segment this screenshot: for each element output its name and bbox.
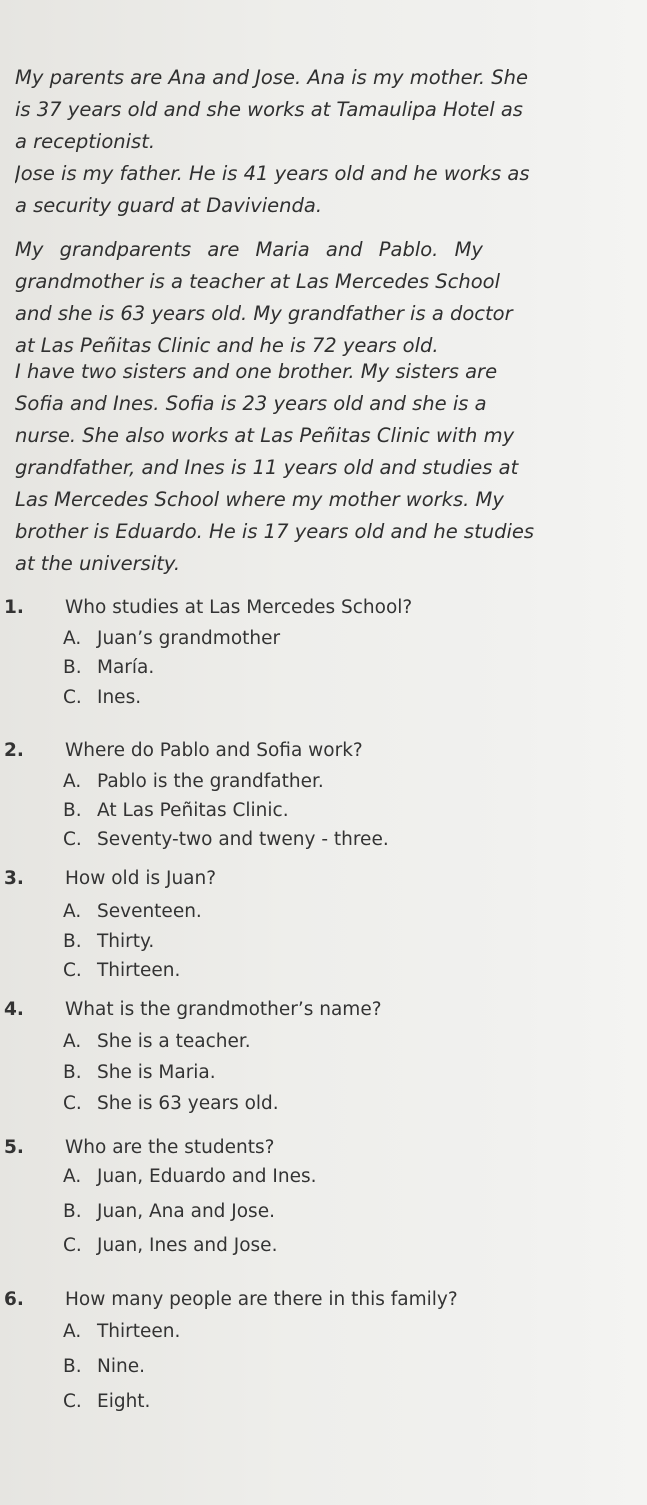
option-2c[interactable] [63,829,623,850]
option-2b[interactable] [63,800,623,821]
question-number: 2. [4,740,24,761]
passage-line: brother is Eduardo. He is 17 years old and he studies [15,520,535,543]
option-letter: B. [63,1356,82,1377]
option-letter: B. [63,800,82,821]
option-3a[interactable] [63,901,623,922]
question-number: 1. [4,597,24,618]
option-text: Thirteen. [97,1321,181,1342]
option-text: María. [97,657,155,678]
passage-line: at the university. [15,552,181,575]
option-letter: C. [63,1235,82,1256]
option-text: Juan, Ines and Jose. [97,1235,278,1256]
option-letter: C. [63,1093,82,1114]
option-4a[interactable] [63,1031,623,1052]
option-1b[interactable] [63,657,623,678]
option-text: She is Maria. [97,1062,216,1083]
passage-line: My grandparents are Maria and Pablo. My [15,238,483,261]
passage-line: I have two sisters and one brother. My sisters are [15,360,498,383]
passage-line: grandfather, and Ines is 11 years old and studies at [15,456,519,479]
option-letter: B. [63,1201,82,1222]
option-text: Seventeen. [97,901,202,922]
option-6a[interactable] [63,1321,623,1342]
option-letter: C. [63,829,82,850]
passage-line: grandmother is a teacher at Las Mercedes School [15,270,501,293]
option-6b[interactable] [63,1356,623,1377]
option-2a[interactable] [63,771,623,792]
question-text: How many people are there in this family? [65,1289,458,1310]
option-letter: A. [63,901,82,922]
passage-line: a security guard at Davivienda. [15,194,323,217]
option-text: She is a teacher. [97,1031,251,1052]
option-4c[interactable] [63,1093,623,1114]
question-text: Where do Pablo and Sofia work? [65,740,363,761]
option-letter: A. [63,771,82,792]
option-1a[interactable] [63,628,623,649]
option-4b[interactable] [63,1062,623,1083]
option-letter: A. [63,628,82,649]
option-text: Juan, Ana and Jose. [97,1201,275,1222]
option-text: Eight. [97,1391,151,1412]
option-text: Thirty. [97,931,155,952]
paragraph-parents [15,62,635,222]
option-6c[interactable] [63,1391,623,1412]
question-text: How old is Juan? [65,868,217,889]
passage-line: nurse. She also works at Las Peñitas Clinic with my [15,424,515,447]
option-text: Pablo is the grandfather. [97,771,324,792]
passage-line: a receptionist. [15,130,156,153]
question-number: 5. [4,1137,24,1158]
option-text: At Las Peñitas Clinic. [97,800,289,821]
question-text: What is the grandmother’s name? [65,999,382,1020]
passage-line: at Las Peñitas Clinic and he is 72 years old. [15,334,439,357]
option-text: Juan’s grandmother [97,628,281,649]
option-text: Nine. [97,1356,145,1377]
option-letter: B. [63,931,82,952]
question-text: Who studies at Las Mercedes School? [65,597,413,618]
question-number: 3. [4,868,24,889]
question-number: 4. [4,999,24,1020]
question-number: 6. [4,1289,24,1310]
option-text: Seventy-two and tweny - three. [97,829,389,850]
option-5a[interactable] [63,1166,623,1187]
option-letter: C. [63,960,82,981]
option-5b[interactable] [63,1201,623,1222]
option-5c[interactable] [63,1235,623,1256]
option-letter: A. [63,1031,82,1052]
option-letter: A. [63,1166,82,1187]
option-letter: A. [63,1321,82,1342]
option-letter: B. [63,1062,82,1083]
option-letter: C. [63,687,82,708]
passage-line: Las Mercedes School where my mother works. My [15,488,504,511]
passage-line: is 37 years old and she works at Tamaulipa Hotel as [15,98,523,121]
passage-line: My parents are Ana and Jose. Ana is my mother. She [15,66,529,89]
passage-line: Jose is my father. He is 41 years old and he works as [15,162,530,185]
question-text: Who are the students? [65,1137,275,1158]
passage-line: Sofia and Ines. Sofia is 23 years old and she is a [15,392,487,415]
option-1c[interactable] [63,687,623,708]
option-text: Ines. [97,687,142,708]
option-3c[interactable] [63,960,623,981]
passage-line: and she is 63 years old. My grandfather is a doctor [15,302,513,325]
paragraph-siblings [15,356,635,580]
option-text: Juan, Eduardo and Ines. [97,1166,317,1187]
option-text: She is 63 years old. [97,1093,279,1114]
option-letter: C. [63,1391,82,1412]
option-letter: B. [63,657,82,678]
option-text: Thirteen. [97,960,181,981]
paragraph-grandparents [15,234,635,362]
option-3b[interactable] [63,931,623,952]
